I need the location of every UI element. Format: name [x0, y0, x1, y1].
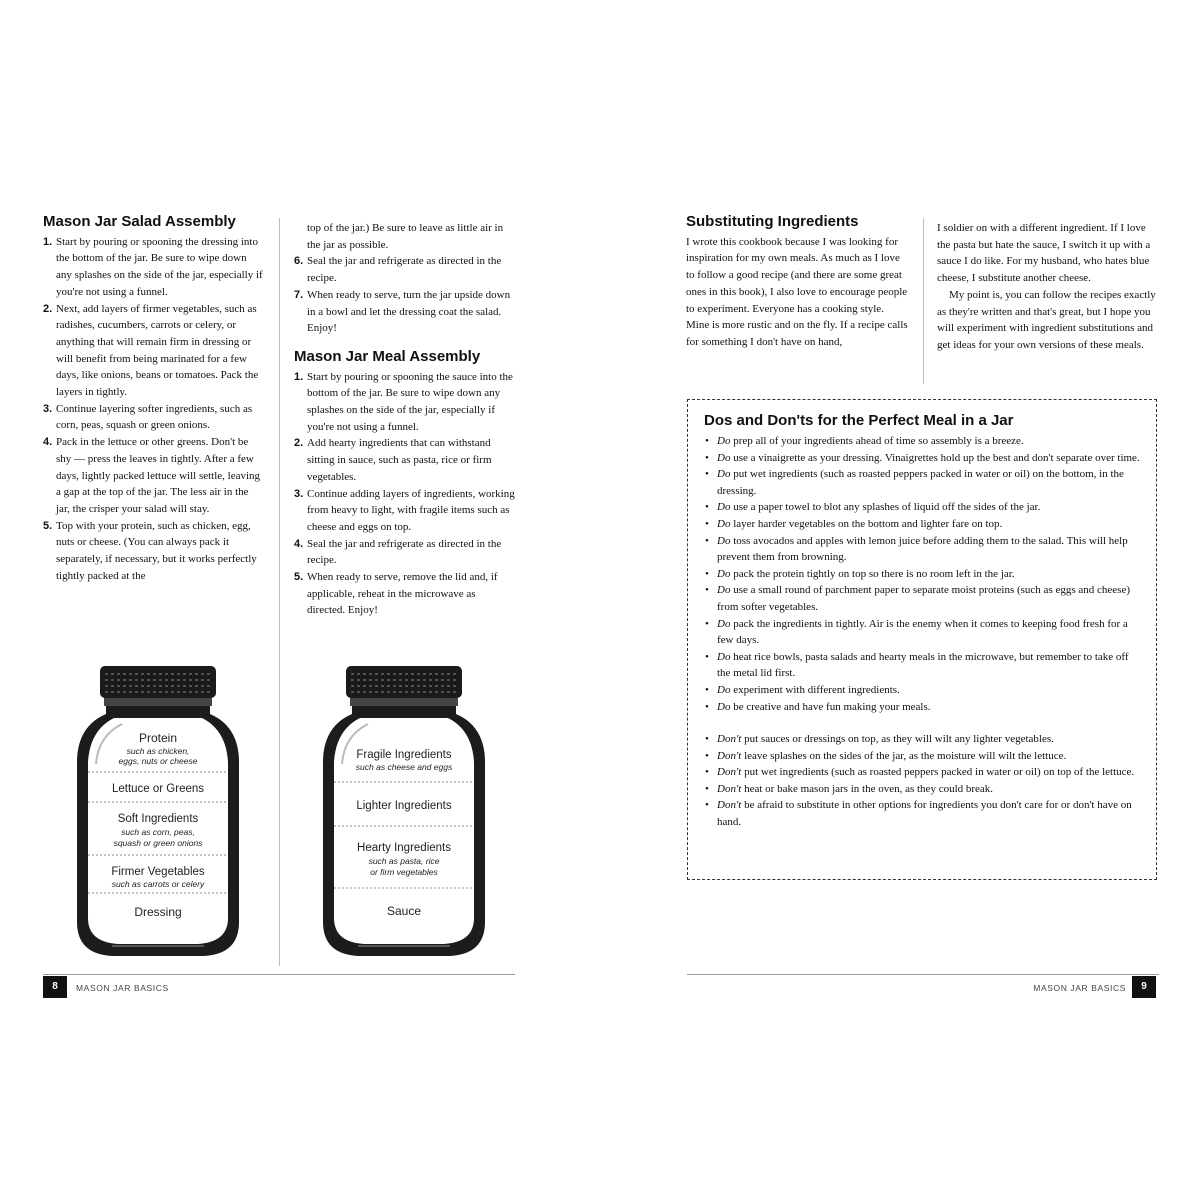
- meal-steps-list: [294, 369, 516, 620]
- salad-step: 1. Start by pouring or spooning the dressing into the bottom of the jar. Be sure to wipe down any splashes on the side of the jar, especially if you're not using a funnel.: [43, 235, 263, 298]
- jar-layer-protein-desc: such as chicken,: [126, 746, 190, 756]
- salad-step: 2. Next, add layers of firmer vegetables, such as radishes, cucumbers, carrots or celery, or anything that will remain firm in dressing or will benefit from being marinated for a few days, like onions, beans or tomatoes. Pack the layers in tightly.: [43, 302, 259, 399]
- meal-step: 5. When ready to serve, remove the lid and, if applicable, reheat in the microwave as directed. Enjoy!: [294, 571, 498, 617]
- salad-assembly-heading: Mason Jar Salad Assembly: [43, 213, 236, 230]
- salad-step: 3. Continue layering softer ingredients, such as corn, peas, squash or green onions.: [43, 402, 253, 432]
- do-item: • Do pack the protein tightly on top so there is no room left in the jar.: [704, 566, 1140, 583]
- right-page: [600, 0, 1200, 1200]
- jar-layer-soft-desc: such as corn, peas,: [121, 827, 195, 837]
- meal-step: 4. Seal the jar and refrigerate as directed in the recipe.: [294, 537, 502, 567]
- salad-jar-illustration: [72, 660, 244, 962]
- jar-layer-protein-desc: eggs, nuts or cheese: [118, 756, 198, 766]
- substituting-column-2: [937, 220, 1159, 354]
- do-item: • Do prep all of your ingredients ahead of time so assembly is a breeze.: [704, 433, 1140, 450]
- salad-step: 5. Top with your protein, such as chicken, egg, nuts or cheese. (You can always pack it separately, if necessary, but it works perfectly tightly packed at the: [43, 519, 257, 582]
- do-item: • Do toss avocados and apples with lemon juice before adding them to the salad. This will help prevent them from browning.: [704, 533, 1140, 566]
- page-number: 8: [43, 976, 67, 998]
- jar-layer-hearty-desc: such as pasta, rice: [368, 856, 440, 866]
- do-item: • Do use a paper towel to blot any splashes of liquid off the sides of the jar.: [704, 499, 1140, 516]
- dont-item: • Don't put wet ingredients (such as roasted peppers packed in water or oil) on top of the lettuce.: [704, 764, 1140, 781]
- footer-rule: [43, 974, 515, 975]
- substituting-heading: Substituting Ingredients: [686, 213, 859, 230]
- meal-assembly-heading: Mason Jar Meal Assembly: [294, 347, 481, 365]
- meal-step: 1. Start by pouring or spooning the sauce into the bottom of the jar. Be sure to wipe down any splashes on the side of the jar, especially if you're not using a funnel.: [294, 370, 513, 433]
- jar-layer-sauce: Sauce: [386, 904, 422, 918]
- jar-layer-firmer-desc: such as carrots or celery: [111, 879, 205, 889]
- salad-step: 6. Seal the jar and refrigerate as directed in the recipe.: [294, 255, 502, 285]
- dont-item: • Don't put sauces or dressings on top, as they will wilt any lighter vegetables.: [704, 731, 1140, 748]
- footer-rule: [687, 974, 1159, 975]
- salad-steps-list: [43, 234, 265, 585]
- jar-layer-firmer: Firmer Vegetables: [111, 866, 205, 878]
- donts-list: [704, 731, 1140, 831]
- do-item: • Do experiment with different ingredients.: [704, 682, 1140, 699]
- jar-layer-hearty-desc: or firm vegetables: [370, 867, 438, 877]
- jar-layer-hearty: Hearty Ingredients: [357, 842, 451, 854]
- do-item: • Do be creative and have fun making your meals.: [704, 699, 1140, 716]
- substituting-paragraph: I wrote this cookbook because I was looking for inspiration for my own meals. As much as I love to follow a good recipe (and there are some great ones in this book), I also love to encourage people to experiment. Everyone has a cooking style. Mine is more rustic and on the fly. If a recipe calls for something I don't have on hand,: [686, 235, 908, 348]
- dont-item: • Don't be afraid to substitute in other options for ingredients you don't care for or don't have on hand.: [704, 797, 1140, 830]
- meal-step: 3. Continue adding layers of ingredients, working from heavy to light, with fragile items such as cheese and eggs on top.: [294, 487, 515, 533]
- salad-step: 7. When ready to serve, turn the jar upside down in a bowl and let the dressing coat the salad. Enjoy!: [294, 288, 511, 335]
- substituting-paragraph: My point is, you can follow the recipes exactly as they're written and that's great, but I hope you will experiment with ingredient substitutions and get ideas for your own versions of these meals.: [937, 288, 1156, 351]
- do-item: • Do use a vinaigrette as your dressing. Vinaigrettes hold up the best and don't separate over time.: [704, 450, 1140, 467]
- substituting-column-1: [686, 214, 908, 351]
- do-item: • Do put wet ingredients (such as roasted peppers packed in water or oil) on the bottom, in the dressing.: [704, 466, 1140, 499]
- jar-layer-soft: Soft Ingredients: [117, 813, 199, 825]
- dos-and-donts-box: [687, 399, 1157, 880]
- do-item: • Do use a small round of parchment paper to separate moist proteins (such as eggs and cheese) from softer vegetables.: [704, 582, 1140, 615]
- dos-and-donts-heading: Dos and Don'ts for the Perfect Meal in a Jar: [704, 412, 1014, 429]
- do-item: • Do pack the ingredients in tightly. Air is the enemy when it comes to keeping food fresh for a few days.: [704, 616, 1140, 649]
- jar-layer-lighter: Lighter Ingredients: [356, 800, 452, 812]
- column-divider: [923, 218, 924, 384]
- dont-item: • Don't leave splashes on the sides of the jar, as the moisture will wilt the lettuce.: [704, 748, 1140, 765]
- substituting-paragraph: I soldier on with a different ingredient. If I love the pasta but hate the sauce, I switch it up with a sauce I do like. For my husband, who hates blue cheese, I substitute another cheese.: [937, 222, 1151, 285]
- jar-layer-fragile: Fragile Ingredients: [356, 749, 452, 761]
- page-number: 9: [1132, 976, 1156, 998]
- running-head: MASON JAR BASICS: [76, 983, 169, 993]
- jar-layer-protein: Protein: [138, 731, 178, 745]
- running-head: MASON JAR BASICS: [1033, 983, 1126, 993]
- meal-assembly-column: [294, 220, 516, 619]
- jar-layer-fragile-desc: such as cheese and eggs: [355, 762, 453, 772]
- jar-layer-dressing: Dressing: [134, 905, 182, 919]
- salad-assembly-column: [43, 214, 265, 584]
- meal-step: 2. Add hearty ingredients that can withstand sitting in sauce, such as pasta, rice or firm vegetables.: [294, 437, 492, 483]
- do-item: • Do heat rice bowls, pasta salads and hearty meals in the microwave, but remember to take off the metal lid first.: [704, 649, 1140, 682]
- column-divider: [279, 218, 280, 966]
- dont-item: • Don't heat or bake mason jars in the oven, as they could break.: [704, 781, 1140, 798]
- salad-steps-continued: [294, 253, 516, 337]
- jar-layer-lettuce: Lettuce or Greens: [111, 783, 205, 795]
- do-item: • Do layer harder vegetables on the bottom and lighter fare on top.: [704, 516, 1140, 533]
- meal-jar-illustration: [318, 660, 490, 962]
- salad-continuation-text: top of the jar.) Be sure to leave as little air in the jar as possible.: [307, 222, 504, 251]
- dos-list: [704, 433, 1140, 715]
- salad-step: 4. Pack in the lettuce or other greens. Don't be shy — press the leaves in tightly. After a few days, lightly packed lettuce will settle, leaving a gap at the top of the jar. The less air in the jar, the crisper your salad will stay.: [43, 436, 261, 515]
- jar-layer-soft-desc: squash or green onions: [113, 838, 203, 848]
